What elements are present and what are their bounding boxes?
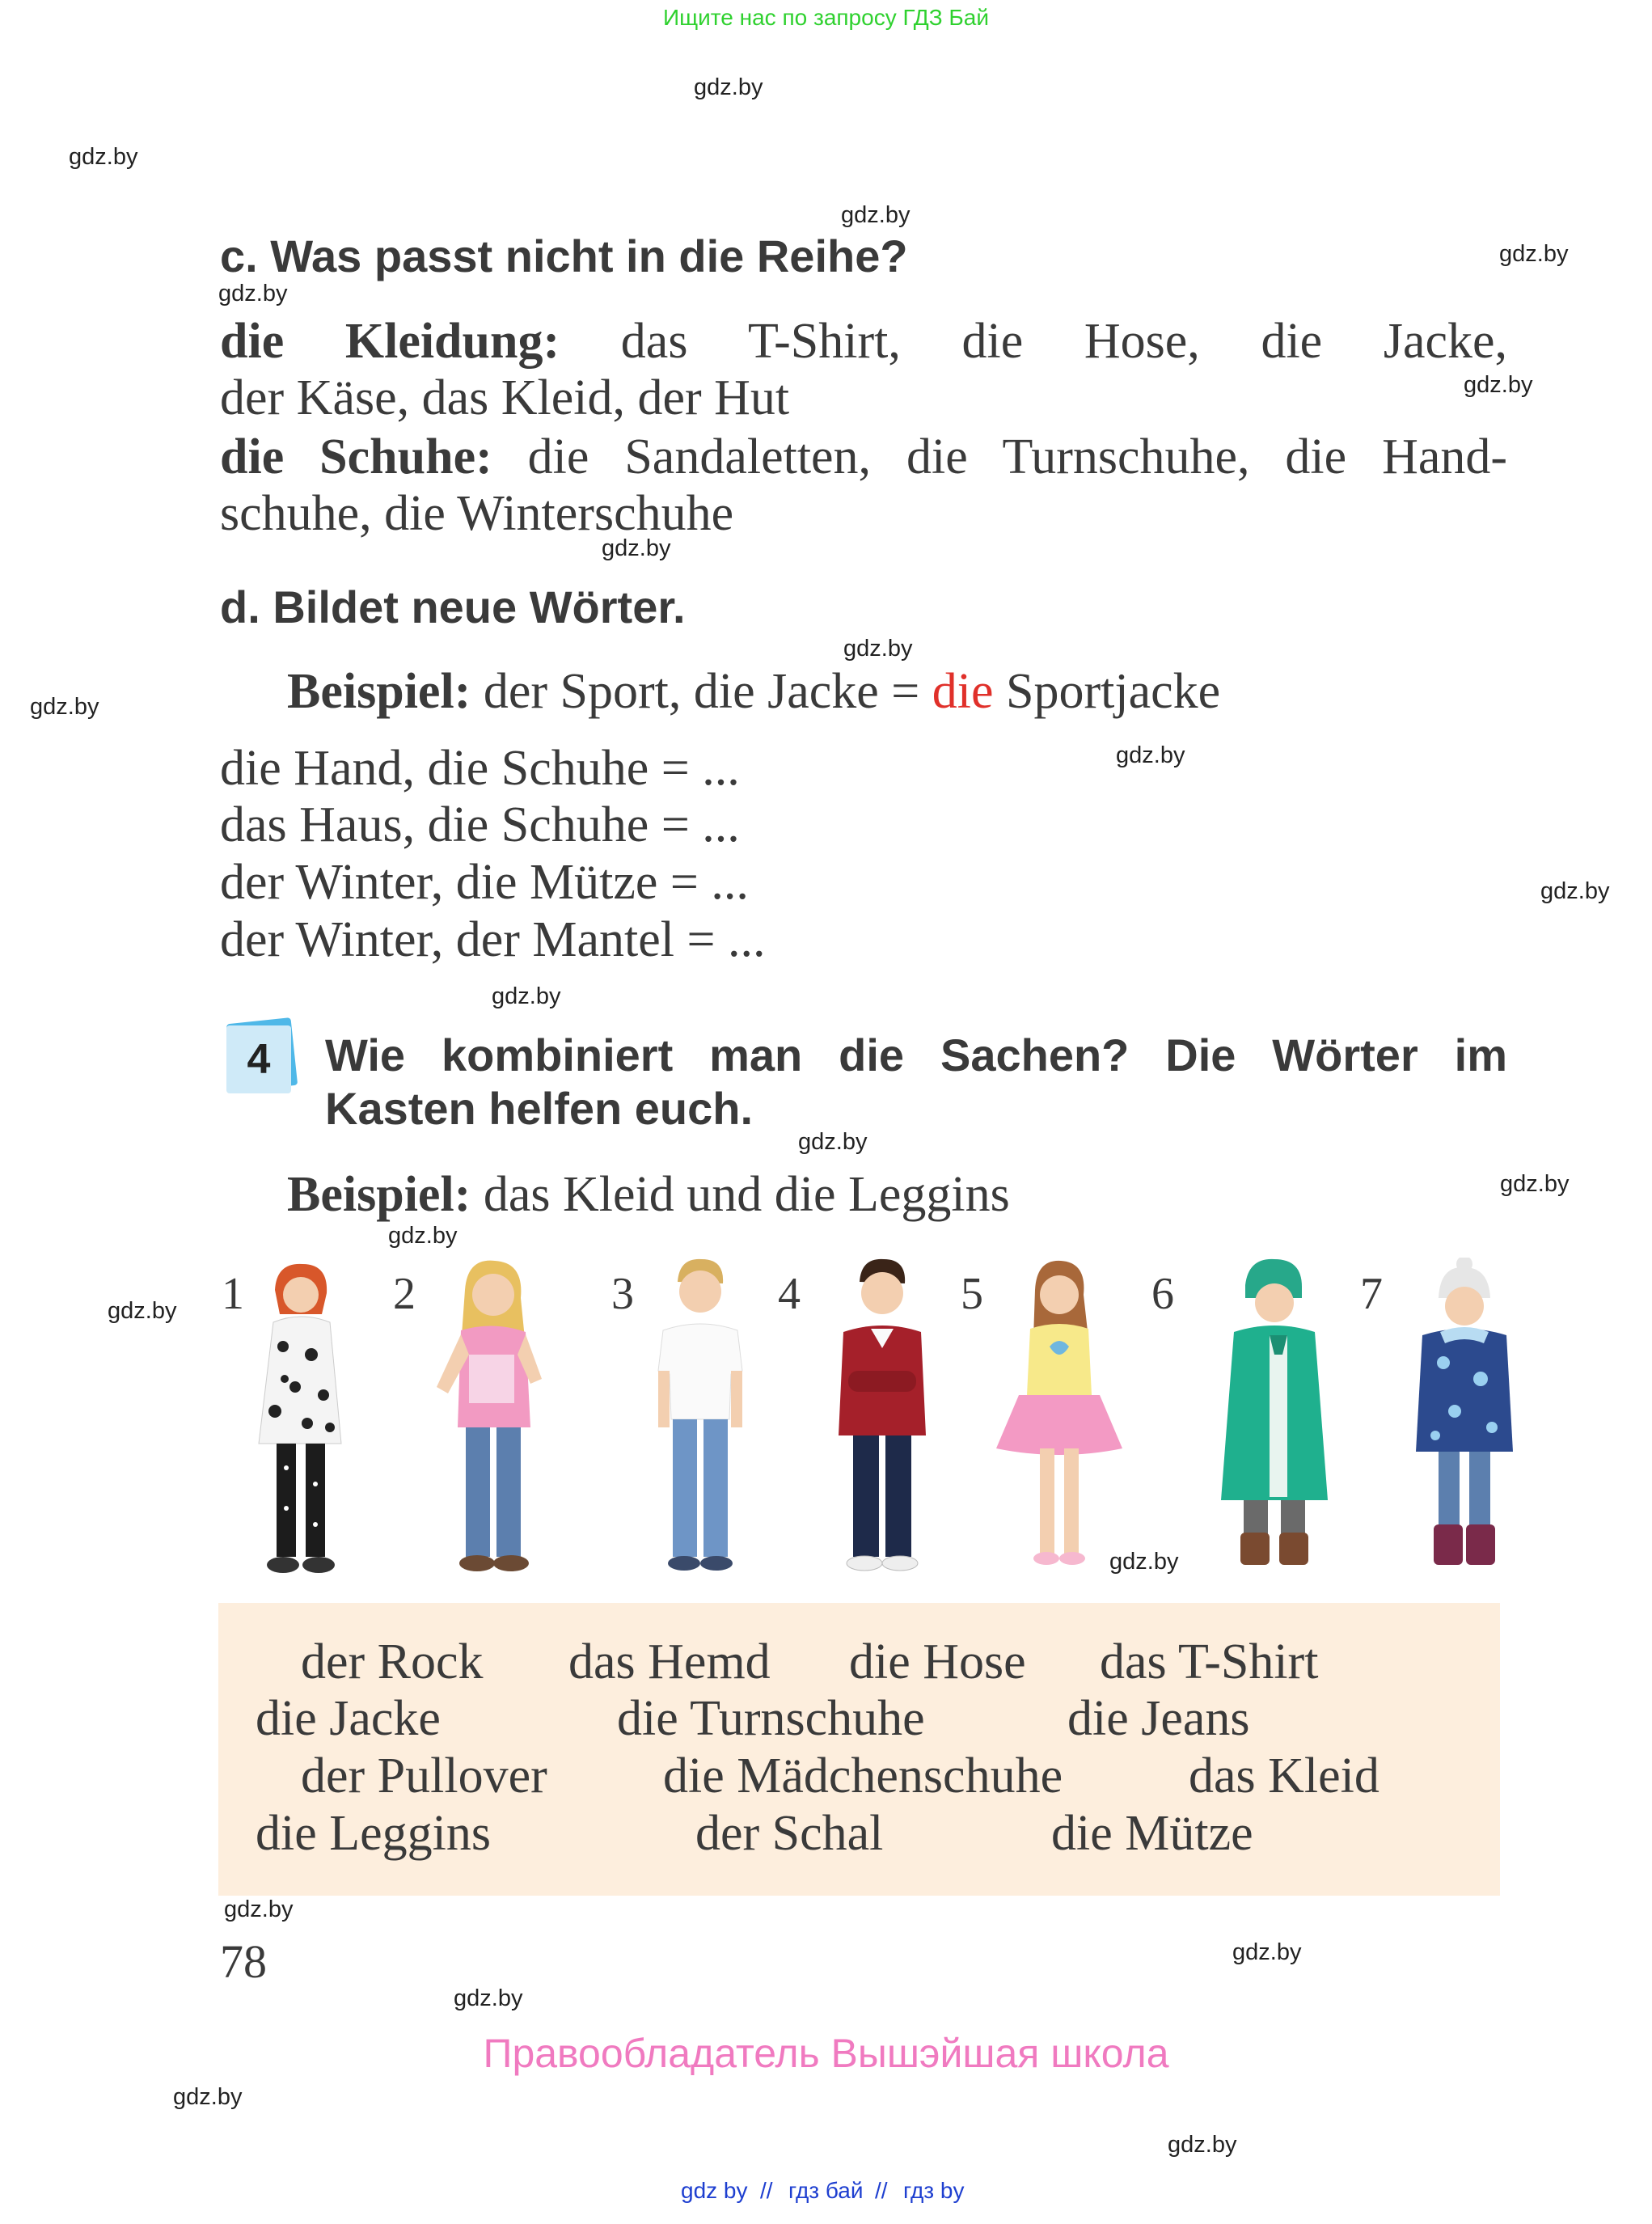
word-box-item: das Hemd (568, 1634, 771, 1689)
watermark: gdz.by (108, 1298, 177, 1324)
kleidung-label: die Kleidung: (220, 314, 560, 369)
child-photo-5 (987, 1258, 1132, 1581)
task4-instruction-line1: Wie kombiniert man die Sachen? Die Wörter im (325, 1030, 1507, 1080)
footer-separator: // (760, 2178, 773, 2203)
watermark: gdz.by (841, 202, 911, 228)
example-result: Sportjacke (1006, 664, 1221, 719)
task4-instruction-line2: Kasten helfen euch. (325, 1083, 754, 1134)
watermark: gdz.by (492, 983, 561, 1009)
watermark: gdz.by (798, 1129, 868, 1155)
word-box-item: die Leggins (256, 1806, 491, 1861)
photo-number: 1 (222, 1269, 244, 1319)
watermark: gdz.by (69, 144, 138, 170)
word-box-item: der Schal (695, 1806, 884, 1861)
watermark: gdz.by (694, 74, 763, 100)
section-c-heading: c. Was passt nicht in die Reihe? (220, 230, 908, 281)
schuhe-items-1: die Sandaletten, die Turnschuhe, die Hand- (527, 429, 1508, 484)
word-box-item: die Turnschuhe (617, 1691, 925, 1746)
photo-number: 6 (1151, 1269, 1174, 1319)
photo-number: 5 (961, 1269, 983, 1319)
kleidung-items-2: der Käse, das Kleid, der Hut (220, 370, 790, 425)
watermark: gdz.by (1540, 878, 1610, 904)
schuhe-items-2: schuhe, die Winterschuhe (220, 486, 734, 541)
word-box-item: die Jeans (1067, 1691, 1250, 1746)
word-box-item: die Hose (849, 1634, 1026, 1689)
watermark: gdz.by (843, 636, 913, 662)
watermark: gdz.by (1499, 241, 1569, 267)
watermark: gdz.by (173, 2084, 243, 2110)
copyright-note: Правообладатель Вышэйшая школа (483, 2031, 1169, 2076)
example-label: Beispiel: (287, 664, 471, 719)
watermark: gdz.by (1500, 1171, 1570, 1197)
schuhe-line1 (220, 429, 1507, 485)
photo-number: 3 (611, 1269, 634, 1319)
photo-number: 4 (778, 1269, 801, 1319)
word-box-item: das Kleid (1189, 1748, 1379, 1803)
footer-link-gdz-by-cyr[interactable]: гдз by (903, 2178, 965, 2203)
watermark: gdz.by (602, 535, 671, 561)
word-box-item: der Pullover (301, 1748, 547, 1803)
watermark: gdz.by (218, 281, 288, 307)
child-photo-2 (420, 1258, 558, 1581)
compound-line: der Winter, die Mütze = ... (220, 855, 749, 910)
example-article: die (932, 664, 994, 719)
watermark: gdz.by (1109, 1549, 1179, 1575)
watermark: gdz.by (1168, 2132, 1237, 2158)
search-hint: Ищите нас по запросу ГДЗ Бай (662, 5, 990, 30)
example-4 (287, 1166, 1010, 1223)
child-photo-4 (821, 1258, 942, 1581)
example-text: der Sport, die Jacke = (483, 664, 920, 719)
child-photo-3 (639, 1258, 760, 1581)
schuhe-label: die Schuhe: (220, 429, 492, 484)
watermark: gdz.by (1464, 372, 1533, 398)
child-photo-7 (1403, 1258, 1524, 1581)
compound-line: die Hand, die Schuhe = ... (220, 741, 740, 796)
example-text: das Kleid und die Leggins (483, 1167, 1010, 1222)
photo-number: 2 (393, 1269, 416, 1319)
example-d (287, 663, 1220, 720)
word-box-item: das T-Shirt (1100, 1634, 1319, 1689)
footer-link-gdz-by[interactable]: gdz by (681, 2178, 748, 2203)
word-box-item: der Rock (301, 1634, 484, 1689)
task-number-badge (225, 1021, 296, 1095)
example-label: Beispiel: (287, 1167, 471, 1222)
task-number: 4 (247, 1036, 271, 1083)
watermark: gdz.by (30, 694, 99, 720)
photo-number: 7 (1360, 1269, 1383, 1319)
page-number: 78 (220, 1935, 267, 1988)
watermark: gdz.by (1116, 742, 1185, 768)
word-box-item: die Jacke (256, 1691, 441, 1746)
kleidung-line1 (220, 313, 1507, 370)
compound-line: das Haus, die Schuhe = ... (220, 797, 740, 852)
section-d-heading: d. Bildet neue Wörter. (220, 581, 686, 632)
word-box-item: die Mädchenschuhe (663, 1748, 1063, 1803)
word-box-item: die Mütze (1051, 1806, 1253, 1861)
watermark: gdz.by (224, 1896, 294, 1922)
kleidung-items-1: das T-Shirt, die Hose, die Jacke, (620, 314, 1508, 369)
watermark: gdz.by (388, 1223, 458, 1249)
footer-separator: // (875, 2178, 888, 2203)
watermark: gdz.by (1232, 1939, 1302, 1965)
footer-link-gdz-bai[interactable]: гдз бай (788, 2178, 864, 2203)
compound-line: der Winter, der Mantel = ... (220, 912, 766, 967)
child-photo-6 (1205, 1258, 1342, 1581)
watermark: gdz.by (454, 1985, 523, 2011)
child-photo-1 (234, 1258, 364, 1581)
